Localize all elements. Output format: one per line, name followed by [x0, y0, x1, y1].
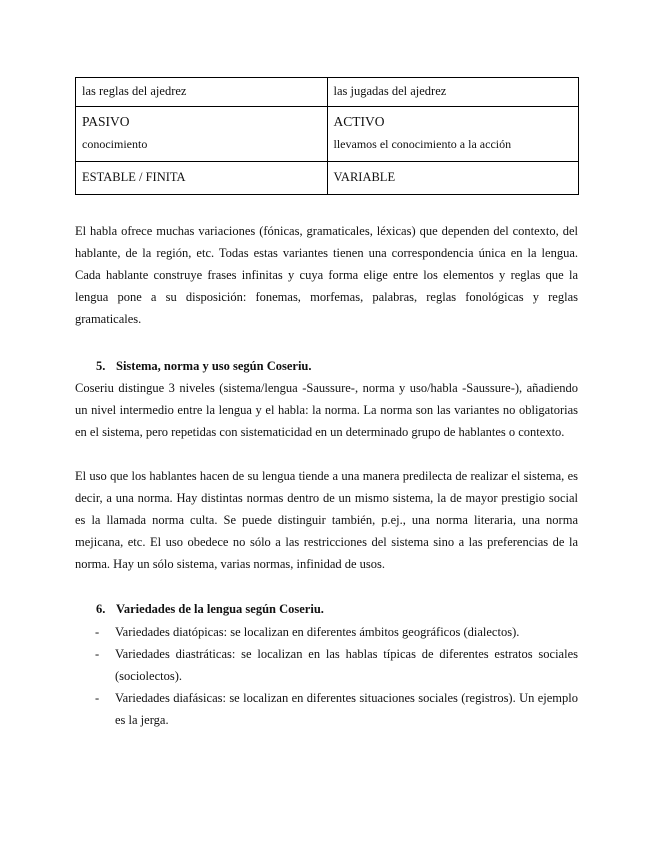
paragraph-uso-norma: El uso que los hablantes hacen de su lengua tiende a una manera predilecta de realizar el sistema, es decir, a una norma. Hay distintas normas dentro de un mismo sistema, la de mayor prestigio social es la llamada norma culta. Se puede distinguir también, p.ej., una norma literaria, una norma mejicana, etc. El uso obedece no sólo a las restricciones del sistema sino a las preferencias de la norma. Hay un sólo sistema, varias normas, infinidad de usos. [75, 469, 578, 571]
table-cell-moves: las jugadas del ajedrez [327, 78, 579, 107]
active-subtitle: llevamos el conocimiento a la acción [333, 137, 512, 151]
dash-bullet: - [95, 691, 100, 705]
paragraph-habla: El habla ofrece muchas variaciones (fónicas, gramaticales, léxicas) que dependen del contexto, del hablante, de la región, etc. Todas estas variantes tienen una correspondencia única en la lengua. Cada hablante construye frases infinitas y cuya forma elige entre los elementos y reglas que la lengua pone a su disposición: fonemas, morfemas, palabras, reglas fonológicas y reglas gramaticales. [75, 224, 578, 326]
table-cell-passive [76, 107, 328, 162]
table-cell-active [327, 107, 579, 162]
list-item [75, 621, 578, 643]
section-5-number: 5. [96, 359, 106, 373]
section-5-heading [96, 355, 312, 377]
active-title: ACTIVO [333, 114, 385, 129]
table-cell-variable: VARIABLE [327, 162, 579, 195]
table-cell-rules: las reglas del ajedrez [76, 78, 328, 107]
list-item-text: Variedades diastráticas: se localizan en las hablas típicas de diferentes estratos sociales (sociolectos). [115, 647, 578, 683]
passive-subtitle: conocimiento [82, 137, 148, 151]
list-item-text: Variedades diafásicas: se localizan en diferentes situaciones sociales (registros). Un ejemplo es la jerga. [115, 691, 578, 727]
list-item [75, 687, 578, 731]
section-6-heading [96, 598, 324, 620]
passive-title: PASIVO [82, 114, 130, 129]
table-row [76, 162, 579, 195]
list-item [75, 643, 578, 687]
comparison-table [75, 77, 579, 195]
list-item-text: Variedades diatópicas: se localizan en diferentes ámbitos geográficos (dialectos). [115, 625, 520, 639]
table-row [76, 107, 579, 162]
paragraph-coseriu-levels: Coseriu distingue 3 niveles (sistema/lengua -Saussure-, norma y uso/habla -Saussure-), añadiendo un nivel intermedio entre la lengua y el habla: la norma. La norma son las variantes no obligatorias en el sistema, pero repetidas con sistematicidad en un determinado grupo de hablantes o contexto. [75, 381, 578, 439]
varieties-list [75, 621, 578, 731]
dash-bullet: - [95, 625, 100, 639]
section-6-title: Variedades de la lengua según Coseriu. [116, 602, 324, 616]
dash-bullet: - [95, 647, 100, 661]
table-cell-stable: ESTABLE / FINITA [76, 162, 328, 195]
section-5-title: Sistema, norma y uso según Coseriu. [116, 359, 312, 373]
table-row [76, 78, 579, 107]
section-6-number: 6. [96, 602, 106, 616]
